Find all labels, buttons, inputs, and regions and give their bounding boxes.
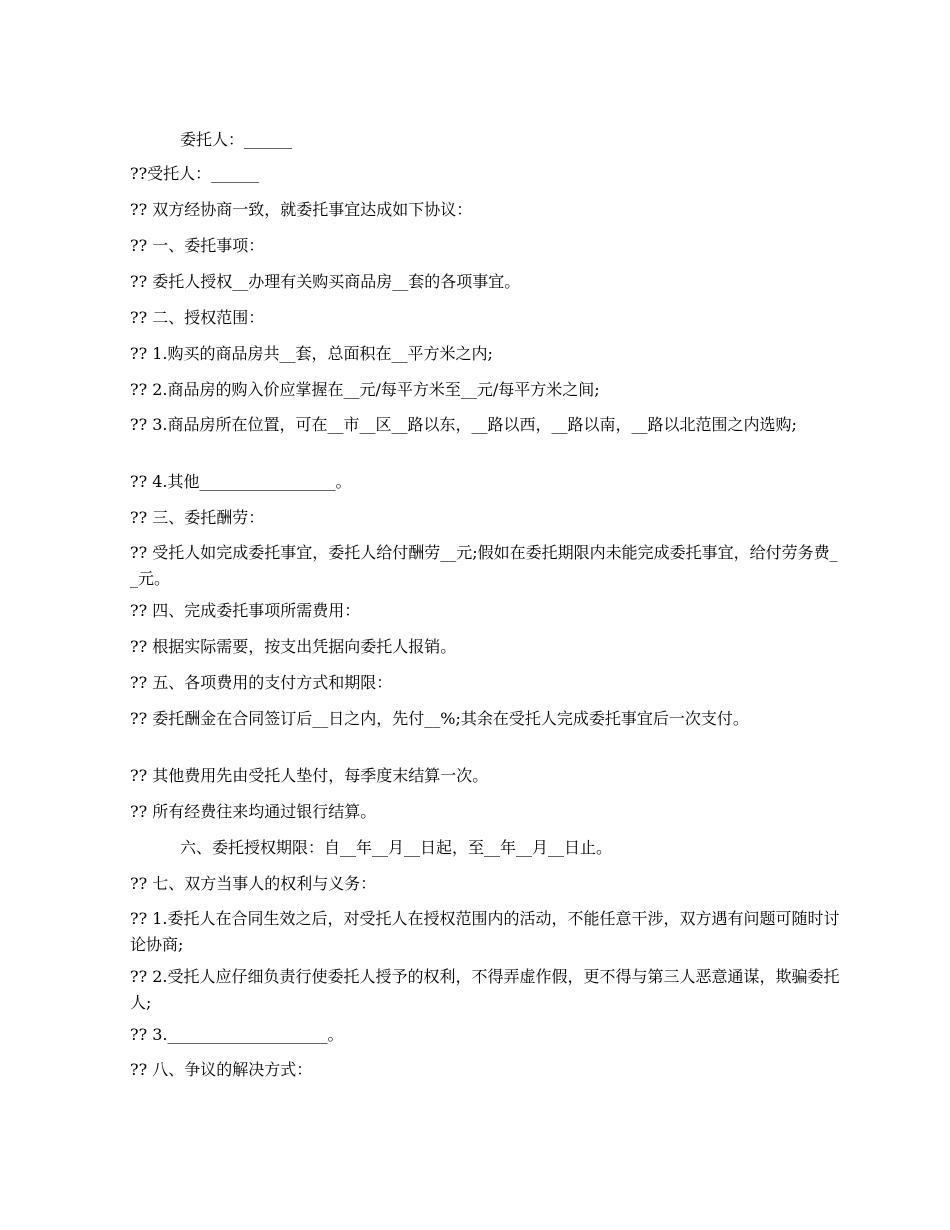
paragraph: ?? 其他费用先由受托人垫付，每季度末结算一次。	[130, 766, 489, 785]
list-item: ?? 3.商品房所在位置，可在__市__区__路以东，__路以西，__路以南，__路以北范围之内选购;	[130, 415, 797, 434]
list-item: ?? 2.受托人应仔细负责行使委托人授予的权利，不得弄虚作假，更不得与第三人恶意通谋，欺骗委托人;	[130, 967, 840, 1012]
section-heading-5: ?? 五、各项费用的支付方式和期限：	[130, 673, 393, 692]
list-item: ?? 1.委托人在合同生效之后，对受托人在授权范围内的活动，不能任意干涉，双方遇有问题可随时讨论协商;	[130, 909, 840, 954]
section-heading-6: 六、委托授权期限：自__年__月__日起，至__年__月__日止。	[180, 838, 613, 857]
paragraph: ?? 根据实际需要，按支出凭据向委托人报销。	[130, 637, 457, 656]
section-heading-8: ?? 八、争议的解决方式：	[130, 1060, 313, 1079]
paragraph: ?? 受托人如完成委托事宜，委托人给付酬劳__元;假如在委托期限内未能完成委托事宜，给付劳务费__元。	[130, 543, 838, 588]
section-heading-3: ?? 三、委托酬劳：	[130, 508, 265, 527]
list-item: ?? 3.____________________。	[130, 1025, 344, 1044]
section-heading-1: ?? 一、委托事项：	[130, 236, 265, 255]
section-heading-7: ?? 七、双方当事人的权利与义务：	[130, 874, 377, 893]
principal-line: 委托人：______	[180, 130, 293, 149]
paragraph: ?? 委托酬金在合同签订后__日之内，先付__%;其余在受托人完成委托事宜后一次支付。	[130, 709, 749, 728]
agreement-intro: ?? 双方经协商一致，就委托事宜达成如下协议：	[130, 200, 473, 219]
list-item: ?? 1.购买的商品房共__套，总面积在__平方米之内;	[130, 344, 493, 363]
section-heading-2: ?? 二、授权范围：	[130, 308, 265, 327]
section-heading-4: ?? 四、完成委托事项所需费用：	[130, 601, 361, 620]
paragraph: ?? 委托人授权__办理有关购买商品房__套的各项事宜。	[130, 272, 521, 291]
list-item: ?? 2.商品房的购入价应掌握在__元/每平方米至__元/每平方米之间;	[130, 380, 600, 399]
paragraph: ?? 所有经费往来均通过银行结算。	[130, 802, 377, 821]
list-item: ?? 4.其他_________________。	[130, 472, 352, 491]
agent-line: ??受托人：______	[130, 164, 260, 183]
